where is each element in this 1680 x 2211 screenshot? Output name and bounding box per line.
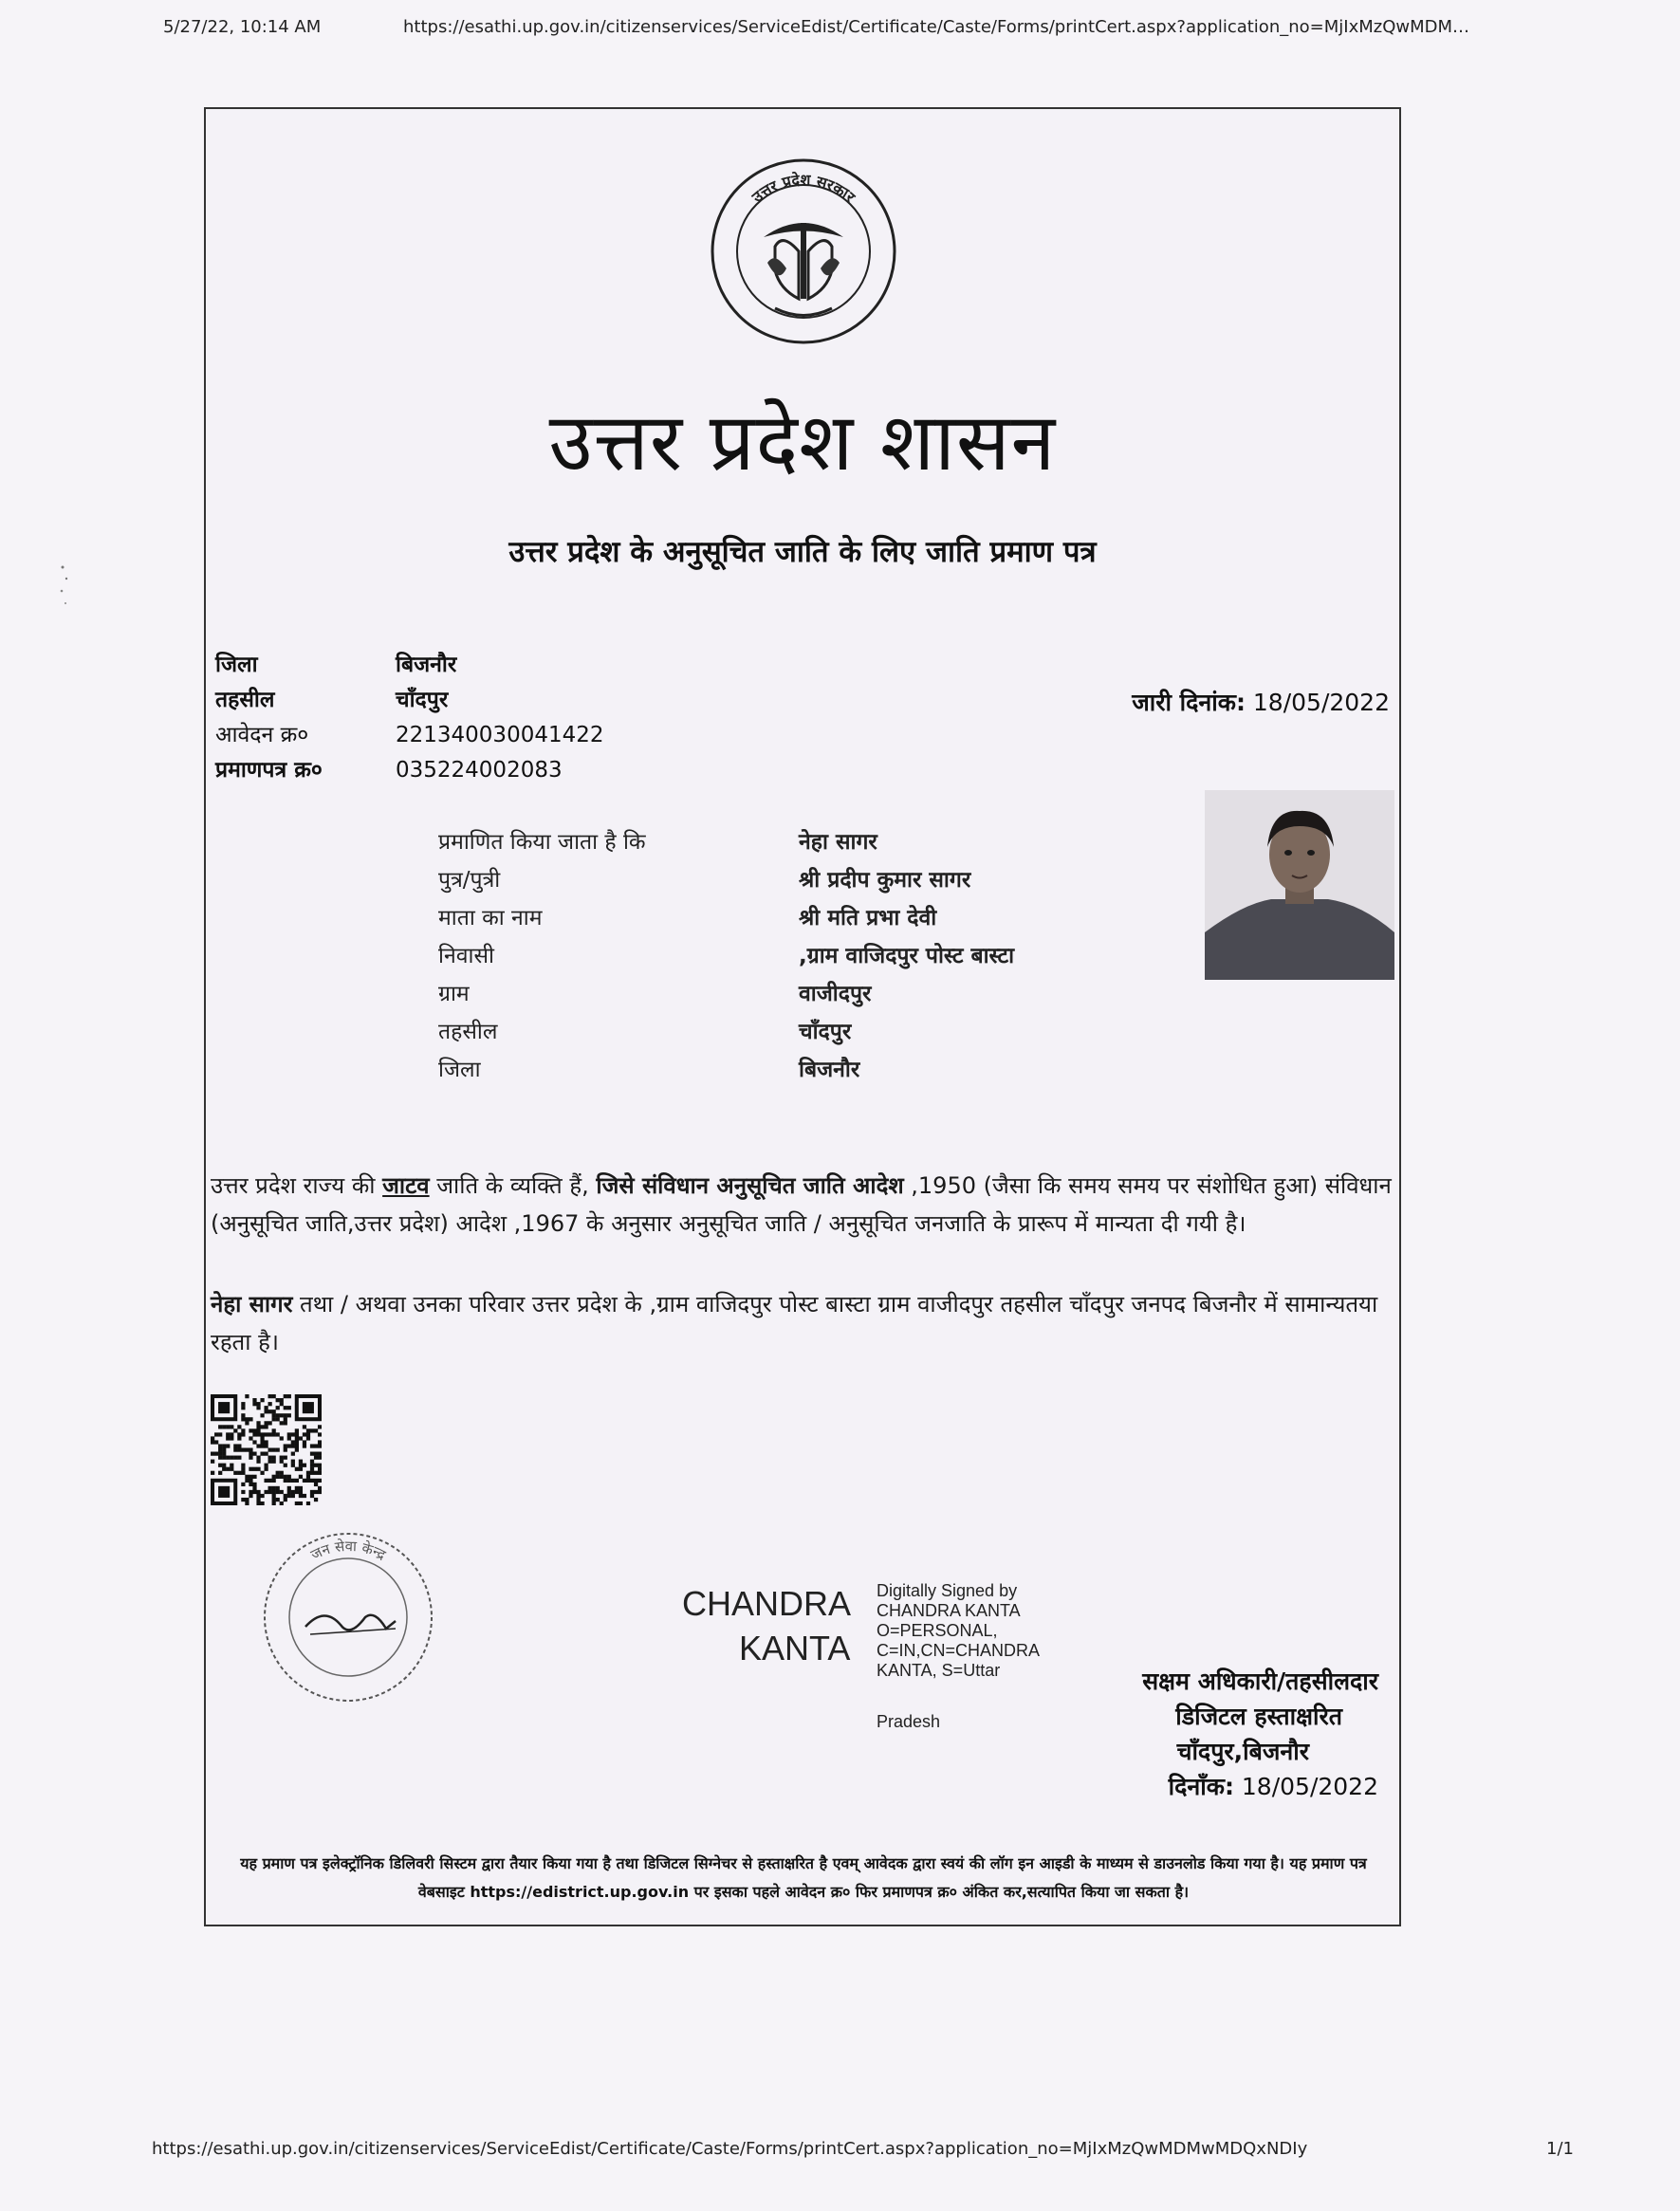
signature-info-line: C=IN,CN=CHANDRA xyxy=(877,1641,1041,1660)
signature-info-line: Digitally Signed by xyxy=(877,1581,1018,1600)
detail-value-tehsil: चाँदपुर xyxy=(799,1020,852,1044)
verification-disclaimer: यह प्रमाण पत्र इलेक्ट्रॉनिक डिलिवरी सिस्टम द्वारा तैयार किया गया है तथा डिजिटल सिग्नेचर से हस्ताक्षरित है एवम् आवेदक द्वारा स्वयं की लॉग इन आइडी के माध्यम से डाउनलोड किया गया है। यह प्रमाण पत्र वेबसाइट https://edistrict.up.gov.in पर इसका पहले आवेदन क्र० फिर प्रमाणपत्र क्र० अंकित कर,सत्यापित किया जा सकता है। xyxy=(240,1854,1367,1901)
meta-value: 221340030041422 xyxy=(396,723,604,747)
meta-row-tehsil xyxy=(215,683,448,713)
meta-label: आवेदन क्र० xyxy=(215,723,309,747)
certificate-title: उत्तर प्रदेश शासन xyxy=(548,396,1057,488)
caste-statement-text: ,1950 (जैसा कि समय समय पर संशोधित हुआ) संविधान (अनुसूचित जाति,उत्तर प्रदेश) आदेश ,1967 के अनुसार अनुसूचित जाति / अनुसूचित जनजाति के प्रारूप में मान्यता दी गयी है। xyxy=(211,1172,1392,1237)
issue-date-value: 18/05/2022 xyxy=(1252,689,1390,716)
detail-label: ग्राम xyxy=(438,982,470,1006)
signer-first-name: CHANDRA xyxy=(682,1584,852,1623)
certificate-subtitle: उत्तर प्रदेश के अनुसूचित जाति के लिए जाति प्रमाण पत्र xyxy=(508,535,1097,569)
detail-value-village: वाजीदपुर xyxy=(799,982,872,1006)
certificate-frame xyxy=(204,107,1401,1926)
residence-statement-text: तथा / अथवा उनका परिवार उत्तर प्रदेश के ,ग्राम वाजिदपुर पोस्ट बास्टा ग्राम वाजीदपुर तहसील चाँदपुर जनपद बिजनौर में सामान्यतया रहता है। xyxy=(211,1291,1378,1355)
header-url: https://esathi.up.gov.in/citizenservices/ServiceEdist/Certificate/Caste/Forms/printCert.aspx?application_no=MjIxMzQwMDM… xyxy=(403,17,1470,37)
caste-statement-emphasis: जिसे संविधान अनुसूचित जाति आदेश xyxy=(596,1172,904,1199)
meta-value: 035224002083 xyxy=(396,758,563,783)
digital-signature-info xyxy=(877,1581,1085,1681)
svg-text:उत्तर प्रदेश सरकार: उत्तर प्रदेश सरकार xyxy=(748,170,859,207)
up-government-emblem-icon xyxy=(709,157,898,346)
caste-statement-text: जाति के व्यक्ति हैं, xyxy=(429,1172,597,1199)
detail-value-district: बिजनौर xyxy=(799,1058,860,1082)
authority-title xyxy=(1142,1665,1378,1697)
detail-label: प्रमाणित किया जाता है कि xyxy=(438,830,646,855)
office-seal-stamp-icon xyxy=(253,1522,443,1712)
residence-person-name: नेहा सागर xyxy=(211,1291,293,1317)
signer-last-name: KANTA xyxy=(739,1629,851,1667)
margin-marks xyxy=(57,560,76,617)
caste-name: जाटव xyxy=(382,1172,430,1199)
authority-date-label: दिनाँक: xyxy=(1168,1773,1234,1800)
meta-value: बिजनौर xyxy=(396,653,457,677)
detail-label: निवासी xyxy=(438,944,494,968)
applicant-photo-icon xyxy=(1205,790,1394,980)
authority-digital-sign xyxy=(1175,1700,1342,1732)
detail-value-father: श्री प्रदीप कुमार सागर xyxy=(799,868,971,893)
authority-title-text: सक्षम अधिकारी/तहसीलदार xyxy=(1142,1667,1378,1695)
authority-date xyxy=(1169,1770,1378,1802)
meta-row-certificate-number xyxy=(215,753,563,783)
print-date: 5/27/22, 10:14 AM xyxy=(163,17,322,37)
authority-digital-sign-text: डिजिटल हस्ताक्षरित xyxy=(1175,1703,1342,1730)
issue-date-label: जारी दिनांक: xyxy=(1132,689,1246,716)
detail-label: जिला xyxy=(438,1058,481,1082)
meta-label: तहसील xyxy=(215,688,275,712)
detail-label: माता का नाम xyxy=(438,906,543,930)
signature-info-line: O=PERSONAL, xyxy=(877,1621,998,1640)
signature-info-line: Pradesh xyxy=(877,1712,941,1731)
detail-value-mother: श्री मति प्रभा देवी xyxy=(799,906,937,930)
caste-statement-text: उत्तर प्रदेश राज्य की xyxy=(211,1172,383,1199)
detail-value-name: नेहा सागर xyxy=(799,830,877,855)
footer-url: https://esathi.up.gov.in/citizenservices/ServiceEdist/Certificate/Caste/Forms/printCert.aspx?application_no=MjIxMzQwMDMwMDQxNDIy xyxy=(152,2139,1308,2159)
detail-label: तहसील xyxy=(438,1020,498,1044)
issue-date xyxy=(1132,686,1390,718)
page-count: 1/1 xyxy=(1546,2139,1574,2159)
meta-row-application-number xyxy=(215,718,604,748)
signature-info-line: KANTA, S=Uttar xyxy=(877,1661,1001,1680)
detail-value-residence: ,ग्राम वाजिदपुर पोस्ट बास्टा xyxy=(799,944,1015,968)
authority-date-value: 18/05/2022 xyxy=(1241,1773,1378,1800)
meta-label: प्रमाणपत्र क्र० xyxy=(215,758,323,783)
residence-statement-paragraph xyxy=(211,1285,1396,1361)
signature-info-line: CHANDRA KANTA xyxy=(877,1601,1021,1620)
qr-code-icon xyxy=(211,1394,322,1505)
svg-text:जन सेवा केन्द्र: जन सेवा केन्द्र xyxy=(307,1537,389,1564)
authority-place-text: चाँदपुर,बिजनौर xyxy=(1176,1738,1309,1765)
meta-label: जिला xyxy=(215,653,258,677)
caste-statement-paragraph xyxy=(211,1167,1396,1243)
detail-label: पुत्र/पुत्री xyxy=(438,868,501,893)
authority-place xyxy=(1177,1735,1309,1767)
meta-value: चाँदपुर xyxy=(396,688,449,712)
meta-row-district xyxy=(215,648,456,678)
